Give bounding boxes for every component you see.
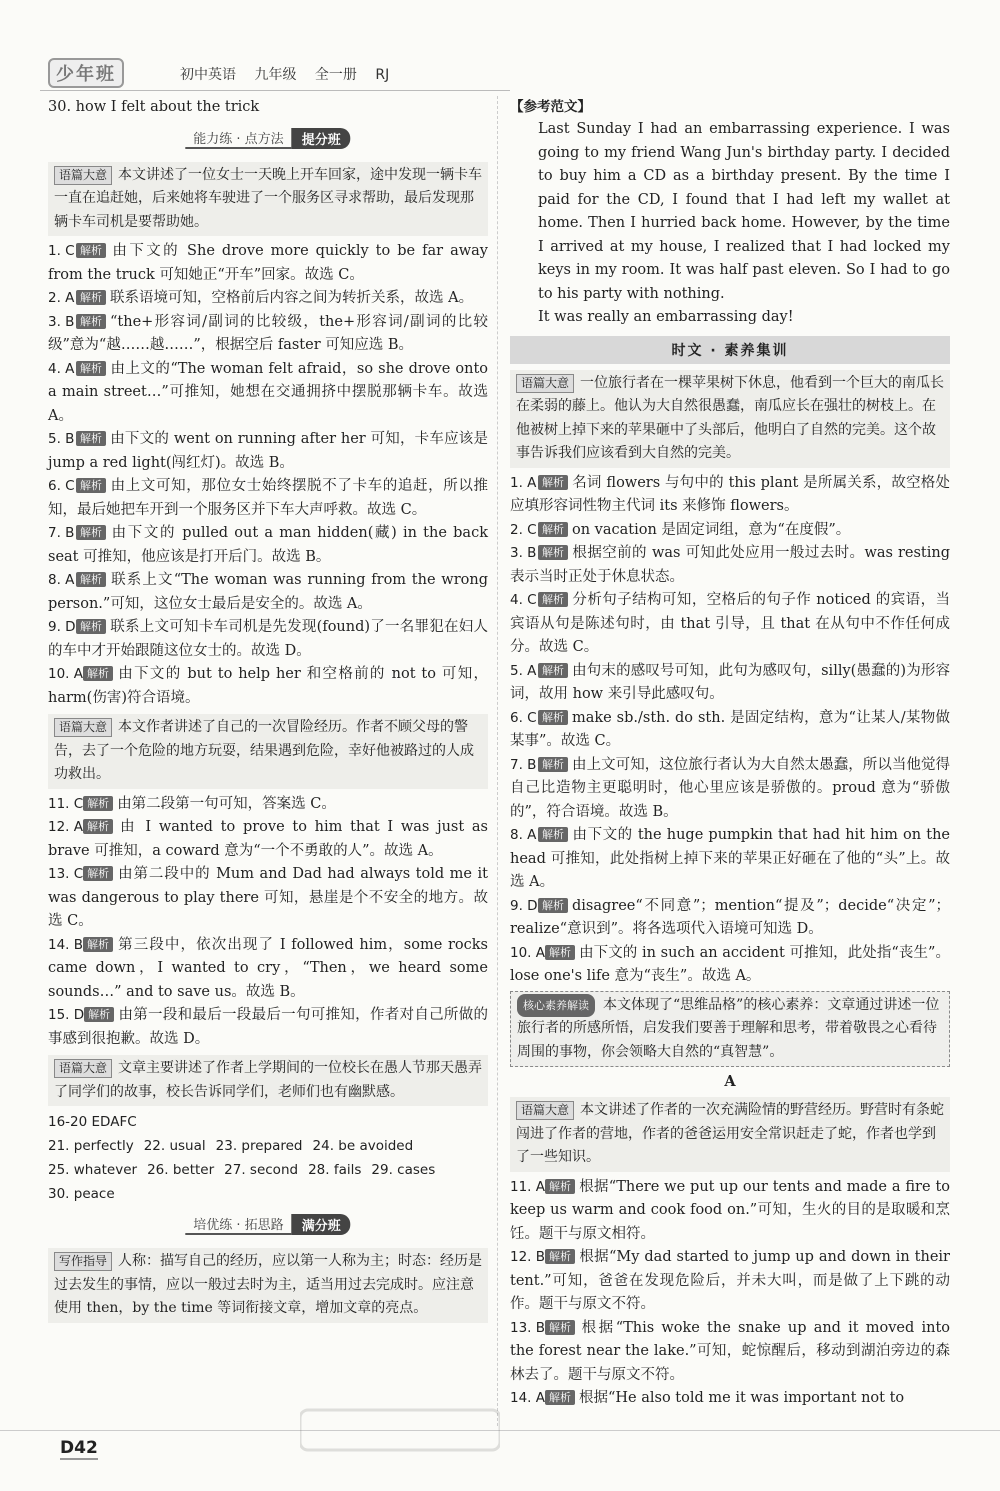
- answer-item: [510, 589, 950, 660]
- core-label: 核心素养解读: [517, 994, 595, 1018]
- summary-text: 本文讲述了作者的一次充满险情的野营经历。野营时有条蛇闯进了作者的营地，作者的爸爸运用安全常识赶走了蛇，作者也学到了一些知识。: [516, 1102, 945, 1165]
- answer-item: [48, 358, 488, 429]
- answer-explanation: make sb./sth. do sth. 是固定结构，意为“让某人/某物做某事”。故选 C。: [510, 709, 950, 749]
- answer-explanation: 由下文的 She drove more quickly to be far away from the truck 可知她正“开车”回家。故选 C。: [48, 243, 488, 283]
- answer-item: [48, 522, 488, 569]
- answer-explanation: 根据“There we put up our tents and made a fire to keep us warm and cook food on.”可知，生火的目的是取暖和烹饪。题干与原文相符。: [510, 1178, 950, 1242]
- answer-number: 5. A: [510, 662, 537, 679]
- answer-number: 8. A: [510, 827, 537, 843]
- answer-item: [510, 895, 950, 942]
- answer-list: [510, 472, 950, 989]
- analysis-tag: 解析: [84, 1007, 114, 1022]
- passage-summary: [510, 370, 950, 468]
- fill-answer: 21. perfectly: [48, 1138, 134, 1154]
- answer-explanation: 由第二段第一句可知，答案选 C。: [117, 795, 336, 812]
- answer-explanation: 根据“He also told me it was important not to: [579, 1390, 905, 1406]
- answer-item: [510, 707, 950, 754]
- answer-explanation: 第三段中，依次出现了 I followed him，some rocks came down，I wanted to cry，“Then，we heard some sounds…” and to save us。故选 B。: [48, 936, 488, 1000]
- summary-text: 本文作者讲述了自己的一次冒险经历。作者不顾父母的警告，去了一个危险的地方玩耍，结果遇到危险，幸好他被路过的人成功救出。: [54, 719, 474, 782]
- reference-essay: [510, 118, 950, 330]
- answer-explanation: 联系上文可知卡车司机是先发现(found)了一名罪犯在妇人的车中才开始跟随这位女士的。故选 D。: [48, 619, 488, 659]
- answer-explanation: 根据“This woke the snake up and it moved into the forest near the lake.”可知，蛇惊醒后，移动到湖泊旁边的森林去了。题干与原文不符。: [510, 1319, 950, 1383]
- writing-text: 人称：描写自己的经历，应以第一人称为主；时态：经历是过去发生的事情，应以一般过去时为主，适当用过去完成时。应注意使用 then，by the time 等词衔接文章，增加文章的亮点。: [54, 1253, 483, 1316]
- answer-explanation: 由下文的 in such an accident 可推知，此处指“丧生”。lose one's life 意为“丧生”。故选 A。: [510, 944, 950, 984]
- answer-item: [48, 934, 488, 1005]
- answer-item: [510, 824, 950, 895]
- page-header: [40, 58, 500, 92]
- answer-number: 4. A: [48, 360, 75, 377]
- analysis-tag: 解析: [83, 866, 113, 881]
- answer-explanation: 由句末的感叹号可知，此句为感叹句，silly(愚蠢的)为形容词，故用 how 来引导此感叹句。: [510, 662, 950, 702]
- analysis-tag: 解析: [83, 666, 113, 681]
- analysis-tag: 解析: [545, 1320, 575, 1335]
- analysis-tag: 解析: [538, 475, 568, 490]
- summary-label: 语篇大意: [516, 1101, 574, 1120]
- brand-logo: 少年班: [48, 58, 124, 88]
- answer-item: [48, 311, 488, 358]
- answer-list: [48, 793, 488, 1052]
- answer-explanation: 根据“My dad started to jump up and down in their tent.”可知，爸爸在发现危险后，并未大叫，而是做了上下跳的动作。题干与原文不符。: [510, 1249, 950, 1312]
- fill-answer: 23. prepared: [215, 1138, 303, 1154]
- answer-item: [48, 240, 488, 287]
- summary-label: 语篇大意: [54, 166, 112, 185]
- answer-number: 3. B: [510, 545, 537, 561]
- section-heading-a: A: [724, 1073, 736, 1090]
- summary-text: 本文讲述了一位女士一天晚上开车回家，途中发现一辆卡车一直在追赶她，后来她将车驶进了一个服务区寻求帮助，最后发现那辆卡车司机是要帮助她。: [54, 166, 483, 230]
- answer-item: [48, 863, 488, 934]
- section-bar-left: 培优练 · 拓思路: [185, 1214, 291, 1235]
- answer-explanation: 由 I wanted to prove to him that I was just as brave 可推知，a coward 意为“一个不勇敢的人”。故选 A。: [48, 819, 488, 859]
- left-column: [48, 96, 488, 1327]
- analysis-tag: 解析: [76, 431, 106, 446]
- analysis-tag: 解析: [76, 314, 106, 329]
- answer-number: 13. C: [48, 866, 84, 882]
- answer-number: 1. C: [48, 243, 75, 259]
- analysis-tag: 解析: [76, 478, 106, 493]
- answer-explanation: 由下文的 the huge pumpkin that had hit him on the head 可推知，此处指树上掉下来的苹果正好砸在了他的“头”上。故选 A。: [510, 827, 950, 890]
- header-info: [180, 64, 403, 84]
- summary-label: 语篇大意: [54, 1059, 112, 1078]
- section-bar-left: 能力练 · 点方法: [185, 128, 291, 149]
- answer-number: 6. C: [48, 478, 75, 494]
- answer-number: 1. A: [510, 474, 537, 491]
- fill-answer: 30. peace: [48, 1186, 115, 1202]
- answer-number: 11. C: [48, 795, 84, 812]
- passage-summary: [510, 1097, 950, 1172]
- answer-item: [48, 793, 488, 817]
- answer-number: 7. B: [510, 756, 537, 773]
- passage-summary: [48, 714, 488, 789]
- left-first-line: 30. how I felt about the trick: [48, 99, 260, 115]
- analysis-tag: 解析: [538, 827, 568, 842]
- analysis-tag: 解析: [545, 1390, 575, 1405]
- analysis-tag: 解析: [538, 522, 568, 537]
- right-column: [510, 96, 950, 1411]
- analysis-tag: 解析: [83, 819, 113, 834]
- writing-label: 写作指导: [54, 1252, 112, 1271]
- answer-item: [48, 569, 488, 616]
- answer-number: 2. A: [48, 290, 75, 306]
- section-bar-reading: 时文 · 素养集训: [510, 336, 950, 364]
- answer-number: 12. A: [48, 819, 83, 835]
- fill-answer: 25. whatever: [48, 1162, 138, 1178]
- answer-number: 3. B: [48, 313, 75, 330]
- answer-item: [48, 616, 488, 663]
- answer-number: 6. C: [510, 709, 537, 726]
- answer-explanation: 由上文的“The woman felt afraid，so she drove onto a main street…”可推知，她想在交通拥挤中摆脱那辆卡车。故选 A。: [48, 360, 488, 424]
- summary-label: 语篇大意: [54, 718, 112, 737]
- answer-item: [510, 942, 950, 989]
- header-subject: 初中英语: [180, 67, 236, 83]
- analysis-tag: 解析: [538, 545, 568, 560]
- section-bar-advanced: [48, 1214, 488, 1240]
- fill-answer: 26. better: [147, 1162, 215, 1178]
- answer-number: 11. A: [510, 1178, 545, 1195]
- analysis-tag: 解析: [545, 1179, 575, 1194]
- answer-item: [510, 542, 950, 589]
- section-bar-ability: [48, 128, 488, 154]
- answer-explanation: 由第二段中的 Mum and Dad had always told me it was dangerous to play there 可知，悬崖是个不安全的地方。故选 C。: [48, 866, 488, 929]
- answer-explanation: 由上文可知，那位女士始终摆脱不了卡车的追赶，所以推知，最后她把车开到一个服务区并下车大声呼救。故选 C。: [48, 478, 488, 518]
- analysis-tag: 解析: [538, 710, 568, 725]
- essay-paragraph: It was really an embarrassing day!: [538, 309, 794, 325]
- answer-number: 5. B: [48, 431, 75, 447]
- fill-answer: 24. be avoided: [312, 1138, 414, 1154]
- fill-answer: 22. usual: [143, 1138, 206, 1154]
- header-volume: 全一册: [314, 67, 357, 83]
- answer-number: 15. D: [48, 1007, 85, 1023]
- answer-number: 12. B: [510, 1249, 546, 1265]
- analysis-tag: 解析: [76, 525, 106, 540]
- answer-number: 10. A: [48, 666, 83, 682]
- section-bar-right: 满分班: [292, 1214, 351, 1235]
- fill-answer: 28. fails: [308, 1162, 362, 1178]
- answer-item: [48, 816, 488, 863]
- answer-explanation: 联系上文“The woman was running from the wrong person.”可知，这位女士最后是安全的。故选 A。: [48, 572, 488, 612]
- answer-item: [48, 475, 488, 522]
- answer-item: [510, 1317, 950, 1388]
- page-number: D42: [60, 1438, 98, 1458]
- answer-list: [48, 240, 488, 710]
- analysis-tag: 解析: [83, 937, 113, 952]
- answer-explanation: 由下文的 went on running after her 可知，卡车应该是 jump a red light(闯红灯)。故选 B。: [48, 431, 488, 471]
- fill-answer: 27. second: [224, 1162, 299, 1178]
- summary-label: 语篇大意: [516, 374, 574, 393]
- passage-summary: [48, 1055, 488, 1106]
- answer-item: [510, 1246, 950, 1317]
- section-bar-right: 提分班: [292, 128, 351, 149]
- answer-number: 9. D: [510, 897, 538, 914]
- answer-explanation: 由下文的 pulled out a man hidden(藏) in the back seat 可推知，他应该是打开后门。故选 B。: [48, 525, 488, 565]
- answer-number: 2. C: [510, 521, 537, 538]
- writing-guide: [48, 1248, 488, 1323]
- answer-number: 4. C: [510, 592, 537, 608]
- reference-essay-title: 【参考范文】: [510, 99, 591, 115]
- answer-number: 8. A: [48, 572, 75, 588]
- analysis-tag: 解析: [76, 290, 106, 305]
- core-text: 本文体现了“思维品格”的核心素养：文章通过讲述一位旅行者的所感所悟，启发我们要善于理解和思考，带着敬畏之心看待周围的事物，你会领略大自然的“真智慧”。: [517, 996, 940, 1060]
- answer-number: 14. A: [510, 1390, 545, 1406]
- answer-item: [510, 1387, 950, 1411]
- answer-explanation: 由下文的 but to help her 和空格前的 not to 可知，harm(伤害)符合语境。: [48, 666, 488, 706]
- watermark-icon: [300, 1400, 500, 1460]
- summary-text: 一位旅行者在一棵苹果树下休息，他看到一个巨大的南瓜长在柔弱的藤上。他认为大自然很愚蠢，南瓜应长在强壮的树枝上。在他被树上掉下来的苹果砸中了头部后，他明白了自然的完美。这个故事告诉我们应该看到大自然的完美。: [516, 374, 945, 461]
- answer-explanation: 联系语境可知，空格前后内容之间为转折关系，故选 A。: [110, 290, 474, 306]
- answer-explanation: disagree“不同意”；mention“提及”；decide“决定”；realize“意识到”。将各选项代入语境可知选 D。: [510, 897, 950, 937]
- answer-list: [510, 1176, 950, 1411]
- analysis-tag: 解析: [76, 619, 106, 634]
- analysis-tag: 解析: [538, 898, 568, 913]
- analysis-tag: 解析: [76, 572, 106, 587]
- answer-explanation: on vacation 是固定词组，意为“在度假”。: [572, 521, 851, 538]
- answer-item: [48, 663, 488, 710]
- answer-item: [48, 287, 488, 311]
- summary-text: 文章主要讲述了作者上学期间的一位校长在愚人节那天愚弄了同学们的故事，校长告诉同学们，老师们也有幽默感。: [54, 1060, 483, 1100]
- analysis-tag: 解析: [538, 663, 568, 678]
- answer-item: [510, 519, 950, 543]
- answer-number: 13. B: [510, 1319, 546, 1336]
- answer-explanation: “the+形容词/副词的比较级，the+形容词/副词的比较级”意为“越……越……”，根据空后 faster 可知应选 B。: [48, 313, 488, 353]
- answer-number: 9. D: [48, 619, 76, 635]
- analysis-tag: 解析: [76, 361, 106, 376]
- answer-item: [510, 754, 950, 825]
- answer-explanation: 由第一段和最后一段最后一句可推知，作者对自己所做的事感到很抱歉。故选 D。: [48, 1007, 488, 1047]
- answers-row: [48, 1134, 488, 1158]
- passage-summary: [48, 162, 488, 237]
- analysis-tag: 解析: [76, 243, 106, 258]
- column-divider: [497, 96, 498, 1426]
- answer-explanation: 分析句子结构可知，空格后的句子作 noticed 的宾语，当宾语从句是陈述句时，由 that 引导，且 that 在从句中不作任何成分。故选 C。: [510, 592, 950, 655]
- analysis-tag: 解析: [83, 796, 113, 811]
- analysis-tag: 解析: [538, 757, 568, 772]
- answer-item: [48, 1004, 488, 1051]
- answer-number: 10. A: [510, 944, 545, 961]
- header-grade: 九年级: [254, 67, 297, 83]
- answers-row: [48, 1158, 488, 1182]
- watermark-mark: [300, 1400, 500, 1475]
- header-rule: [40, 90, 510, 91]
- answer-explanation: 由上文可知，这位旅行者认为大自然太愚蠢，所以当他觉得自己比造物主更聪明时，他心里应该是骄傲的。proud 意为“骄傲的”，符合语境。故选 B。: [510, 756, 950, 820]
- answers-row: [48, 1182, 488, 1206]
- answers-line: 16-20 EDAFC: [48, 1114, 137, 1130]
- footer-rule: [0, 1430, 1000, 1431]
- essay-paragraph: Last Sunday I had an embarrassing experience. I was going to my friend Wang Jun's birthday party. I decided to buy him a CD as a birthday present. By the time I paid for the CD, I found that I had left my wallet at home. Then I hurried back home. However, by the time I arrived at my house, I realized that I had locked my keys in my room. It was half past eleven. So I had to go to his party with nothing.: [538, 121, 950, 302]
- analysis-tag: 解析: [545, 945, 575, 960]
- answer-explanation: 名词 flowers 与句中的 this plant 是所属关系，故空格处应填形容词性物主代词 its 来修饰 flowers。: [510, 474, 950, 514]
- answer-explanation: 根据空前的 was 可知此处应用一般过去时。was resting 表示当时正处于休息状态。: [510, 545, 950, 585]
- core-literacy-box: [510, 991, 950, 1068]
- answer-item: [48, 428, 488, 475]
- answer-number: 14. B: [48, 936, 84, 953]
- analysis-tag: 解析: [538, 592, 568, 607]
- header-edition: RJ: [375, 67, 390, 83]
- answer-item: [510, 660, 950, 707]
- fill-answer: 29. cases: [371, 1162, 436, 1178]
- answer-item: [510, 472, 950, 519]
- answer-number: 7. B: [48, 525, 75, 541]
- answer-item: [510, 1176, 950, 1247]
- analysis-tag: 解析: [545, 1249, 575, 1264]
